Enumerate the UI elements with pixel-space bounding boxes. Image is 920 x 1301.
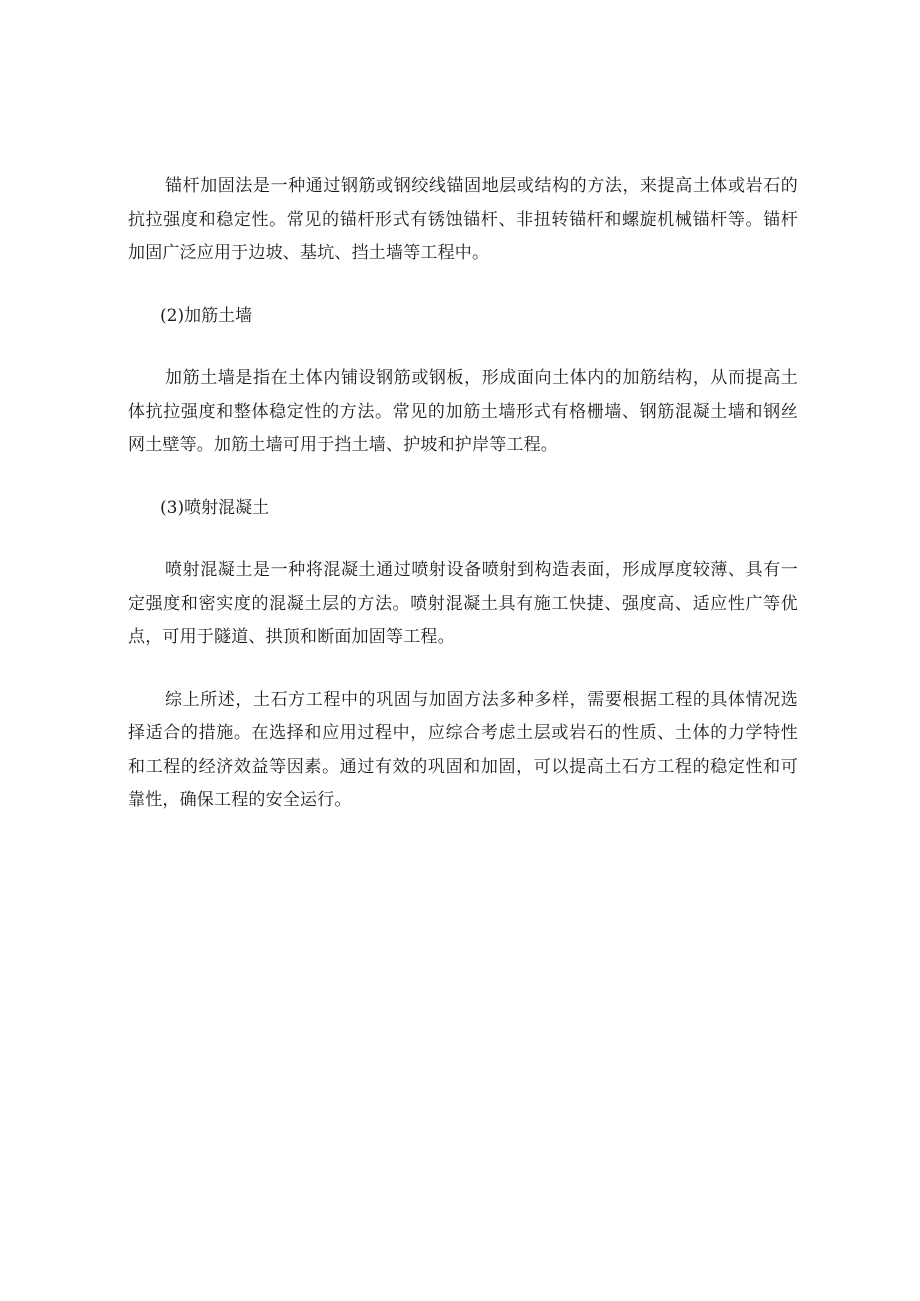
document-body (128, 170, 798, 818)
paragraph-summary: 综上所述，土石方工程中的巩固与加固方法多种多样，需要根据工程的具体情况选择适合的措施。在选择和应用过程中，应综合考虑土层或岩石的性质、土体的力学特性和工程的经济效益等因素。通过有效的巩固和加固，可以提高土石方工程的稳定性和可靠性，确保工程的安全运行。 (128, 689, 798, 810)
section-heading-reinforced-earth-wall: (2)加筋土墙 (160, 305, 253, 326)
paragraph-anchor-reinforcement: 锚杆加固法是一种通过钢筋或钢绞线锚固地层或结构的方法，来提高土体或岩石的抗拉强度和稳定性。常见的锚杆形式有锈蚀锚杆、非扭转锚杆和螺旋机械锚杆等。锚杆加固广泛应用于边坡、基坑、挡土墙等工程中。 (128, 176, 798, 263)
section-heading-shotcrete: (3)喷射混凝土 (160, 497, 270, 518)
paragraph-shotcrete: 喷射混凝土是一种将混凝土通过喷射设备喷射到构造表面，形成厚度较薄、具有一定强度和密实度的混凝土层的方法。喷射混凝土具有施工快捷、强度高、适应性广等优点，可用于隧道、拱顶和断面加固等工程。 (128, 560, 798, 647)
paragraph-reinforced-earth-wall: 加筋土墙是指在土体内铺设钢筋或钢板，形成面向土体内的加筋结构，从而提高土体抗拉强度和整体稳定性的方法。常见的加筋土墙形式有格栅墙、钢筋混凝土墙和钢丝网土壁等。加筋土墙可用于挡土墙、护坡和护岸等工程。 (128, 368, 798, 455)
